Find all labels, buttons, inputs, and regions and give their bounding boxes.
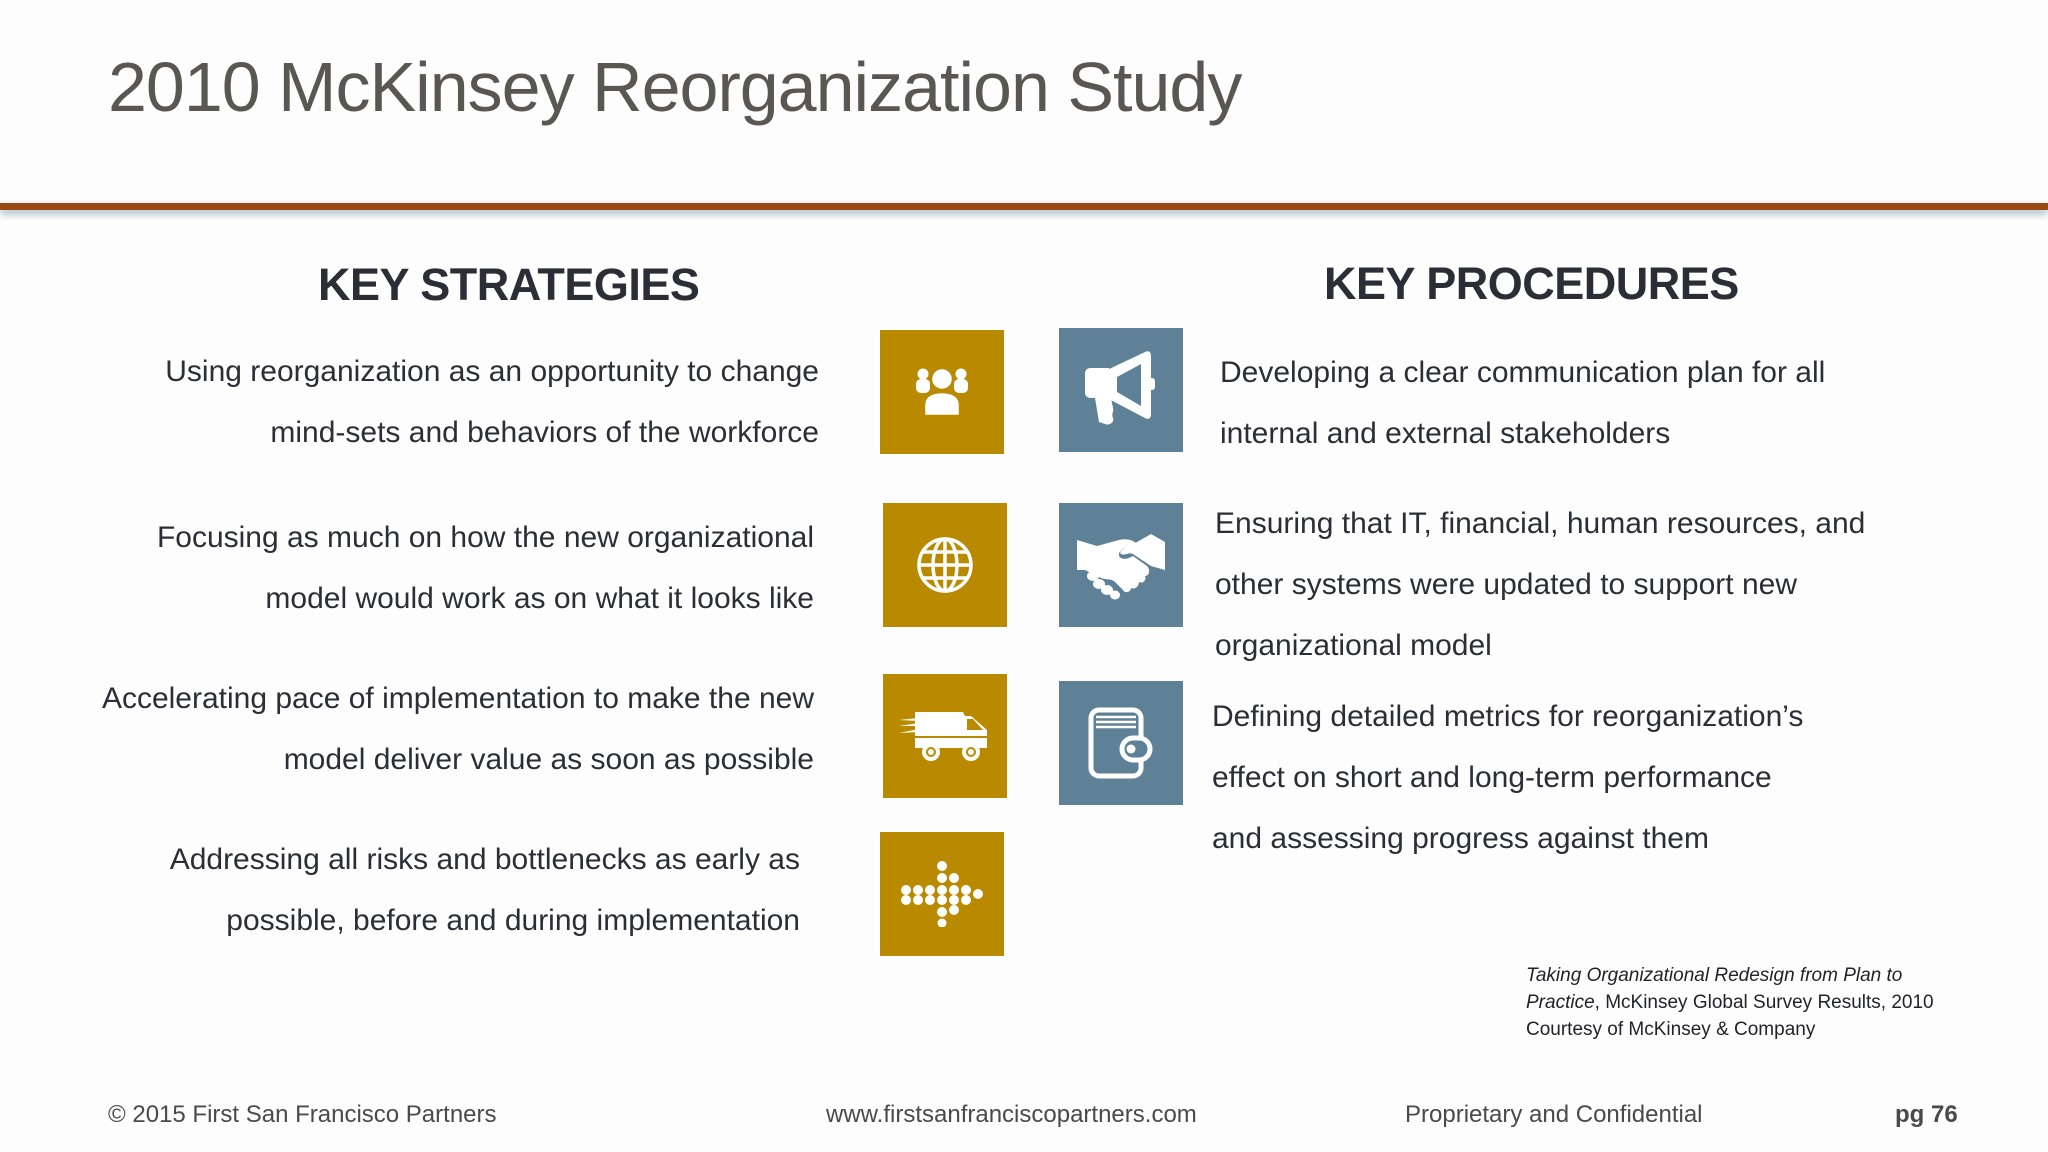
procedure-item-1-line-2: internal and external stakeholders [1220, 417, 1671, 450]
citation-title-part-2: Practice [1526, 992, 1595, 1013]
procedure-icon-box-3 [1059, 681, 1183, 805]
strategy-item-1-line-1: Using reorganization as an opportunity to change [165, 355, 819, 388]
citation-line-2 [1526, 989, 1934, 1016]
strategy-item-1-text [165, 341, 819, 463]
strategy-item-2-text [157, 507, 814, 629]
source-citation [1526, 962, 1934, 1043]
handshake-icon [1075, 530, 1167, 600]
citation-line-1 [1526, 962, 1934, 989]
footer-confidentiality: Proprietary and Confidential [1405, 1101, 1703, 1128]
strategy-item-2-line-2: model would work as on what it looks like [265, 582, 814, 615]
strategy-icon-box-3 [883, 674, 1007, 798]
procedure-item-3-line-1: Defining detailed metrics for reorganization’s [1212, 700, 1804, 733]
citation-title-part-1: Taking Organizational Redesign from Plan to [1526, 965, 1903, 986]
strategy-item-3-text [102, 668, 814, 790]
procedure-item-3-text [1212, 686, 1803, 869]
wallet-icon [1086, 705, 1156, 781]
globe-icon [915, 535, 975, 595]
strategy-item-3-line-1: Accelerating pace of implementation to make the new [101, 682, 814, 715]
citation-line-3: Courtesy of McKinsey & Company [1526, 1019, 1816, 1040]
procedure-item-2-line-1: Ensuring that IT, financial, human resources, and [1215, 507, 1866, 540]
strategies-heading: KEY STRATEGIES [318, 259, 700, 310]
footer-website: www.firstsanfranciscopartners.com [826, 1101, 1197, 1128]
procedure-item-1-text [1220, 342, 1825, 464]
strategy-item-4-text [170, 829, 800, 951]
procedure-icon-box-1 [1059, 328, 1183, 452]
footer-copyright: © 2015 First San Francisco Partners [108, 1101, 497, 1128]
dotted-arrow-right-icon [900, 861, 984, 927]
procedure-item-2-text [1215, 493, 1865, 676]
strategy-icon-box-4 [880, 832, 1004, 956]
title-divider [0, 203, 2048, 210]
strategy-icon-box-2 [883, 503, 1007, 627]
procedure-item-1-line-1: Developing a clear communication plan for all [1220, 356, 1826, 389]
procedure-item-2-line-3: organizational model [1215, 629, 1492, 662]
slide-title: 2010 McKinsey Reorganization Study [108, 48, 1242, 126]
procedures-heading: KEY PROCEDURES [1324, 258, 1739, 309]
procedure-item-3-line-3: and assessing progress against them [1212, 822, 1709, 855]
people-icon [912, 362, 972, 422]
strategy-item-2-line-1: Focusing as much on how the new organizational [156, 521, 814, 554]
megaphone-icon [1079, 348, 1163, 432]
strategy-item-1-line-2: mind-sets and behaviors of the workforce [270, 416, 819, 449]
citation-source: , McKinsey Global Survey Results, 2010 [1594, 992, 1934, 1013]
strategy-item-4-line-2: possible, before and during implementation [226, 904, 800, 937]
strategy-icon-box-1 [880, 330, 1004, 454]
procedure-icon-box-2 [1059, 503, 1183, 627]
delivery-truck-icon [897, 706, 993, 766]
footer-page-number: pg 76 [1895, 1101, 1958, 1128]
procedure-item-2-line-2: other systems were updated to support new [1215, 568, 1797, 601]
strategy-item-4-line-1: Addressing all risks and bottlenecks as early as [169, 843, 800, 876]
procedure-item-3-line-2: effect on short and long-term performance [1212, 761, 1772, 794]
strategy-item-3-line-2: model deliver value as soon as possible [283, 743, 814, 776]
